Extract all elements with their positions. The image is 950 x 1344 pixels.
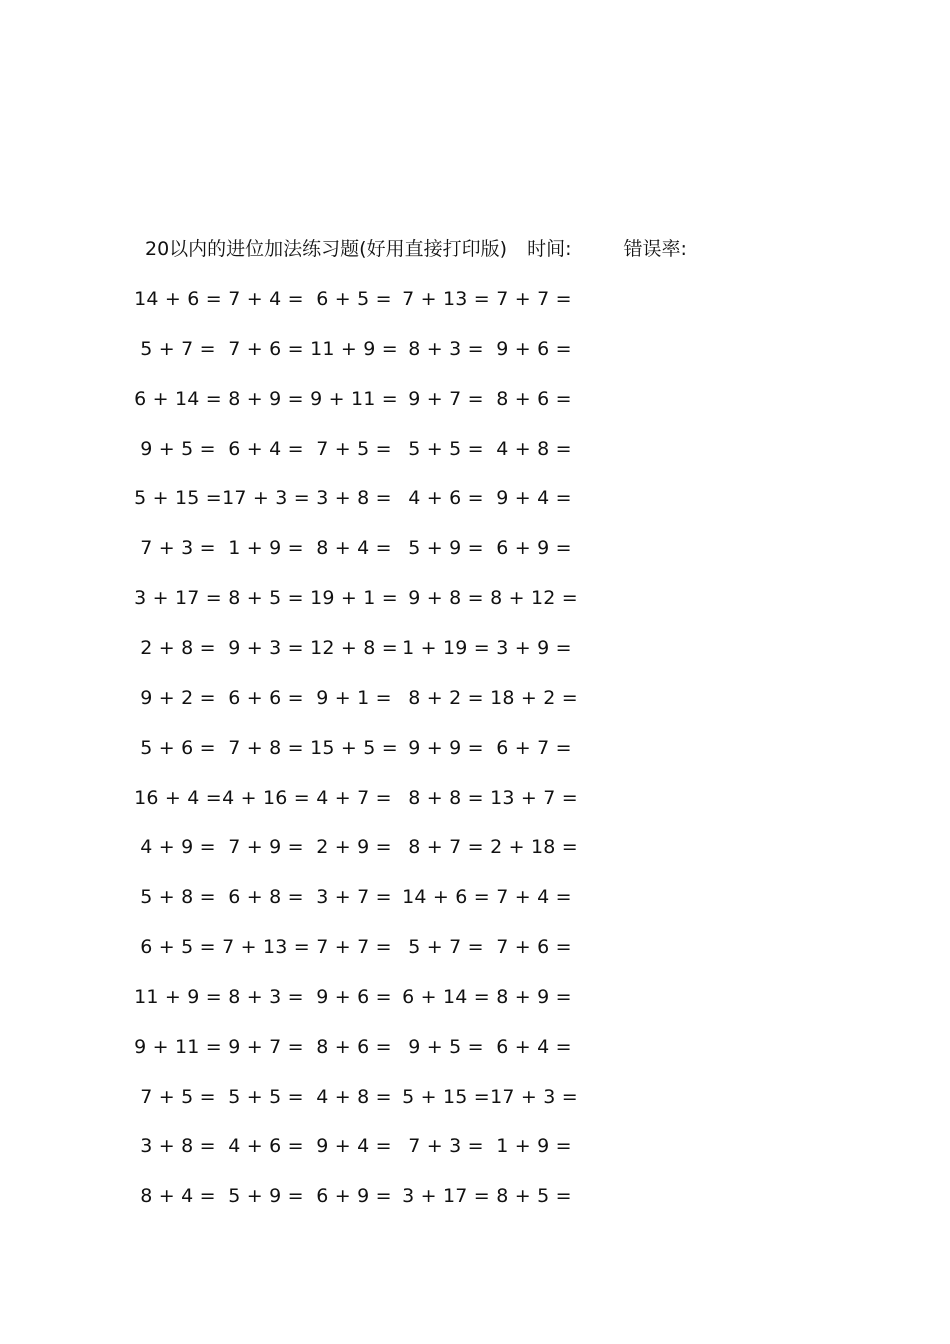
addition-problem: 2 + 18 = bbox=[490, 836, 578, 858]
addition-problem: 6 + 6 = bbox=[228, 687, 304, 709]
addition-problem: 6 + 9 = bbox=[496, 537, 572, 559]
addition-problem: 9 + 6 = bbox=[316, 986, 392, 1008]
addition-problem: 9 + 7 = bbox=[408, 388, 484, 410]
addition-problem: 7 + 6 = bbox=[496, 936, 572, 958]
problem-row bbox=[0, 684, 950, 712]
problem-row bbox=[0, 784, 950, 812]
problem-row bbox=[0, 983, 950, 1011]
problem-row bbox=[0, 634, 950, 662]
addition-problem: 9 + 7 = bbox=[228, 1036, 304, 1058]
addition-problem: 1 + 19 = bbox=[402, 637, 490, 659]
addition-problem: 9 + 9 = bbox=[408, 737, 484, 759]
error-rate-label: 错误率: bbox=[623, 238, 687, 260]
addition-problem: 9 + 5 = bbox=[408, 1036, 484, 1058]
addition-problem: 8 + 4 = bbox=[316, 537, 392, 559]
addition-problem: 7 + 5 = bbox=[140, 1086, 216, 1108]
addition-problem: 6 + 5 = bbox=[316, 288, 392, 310]
addition-problem: 6 + 4 = bbox=[228, 438, 304, 460]
addition-problem: 15 + 5 = bbox=[310, 737, 398, 759]
addition-problem: 4 + 9 = bbox=[140, 836, 216, 858]
addition-problem: 5 + 9 = bbox=[228, 1185, 304, 1207]
addition-problem: 3 + 17 = bbox=[402, 1185, 490, 1207]
addition-problem: 14 + 6 = bbox=[402, 886, 490, 908]
addition-problem: 6 + 8 = bbox=[228, 886, 304, 908]
addition-problem: 14 + 6 = bbox=[134, 288, 222, 310]
addition-problem: 7 + 6 = bbox=[228, 338, 304, 360]
addition-problem: 9 + 8 = bbox=[408, 587, 484, 609]
addition-problem: 19 + 1 = bbox=[310, 587, 398, 609]
addition-problem: 3 + 8 = bbox=[316, 487, 392, 509]
addition-problem: 8 + 12 = bbox=[490, 587, 578, 609]
addition-problem: 7 + 13 = bbox=[402, 288, 490, 310]
addition-problem: 9 + 11 = bbox=[310, 388, 398, 410]
addition-problem: 7 + 4 = bbox=[228, 288, 304, 310]
addition-problem: 5 + 15 = bbox=[134, 487, 222, 509]
addition-problem: 17 + 3 = bbox=[222, 487, 310, 509]
addition-problem: 7 + 7 = bbox=[316, 936, 392, 958]
addition-problem: 3 + 7 = bbox=[316, 886, 392, 908]
addition-problem: 8 + 5 = bbox=[228, 587, 304, 609]
addition-problem: 7 + 13 = bbox=[222, 936, 310, 958]
problem-row bbox=[0, 285, 950, 313]
problem-row bbox=[0, 435, 950, 463]
addition-problem: 4 + 6 = bbox=[228, 1135, 304, 1157]
addition-problem: 3 + 17 = bbox=[134, 587, 222, 609]
addition-problem: 5 + 6 = bbox=[140, 737, 216, 759]
addition-problem: 4 + 7 = bbox=[316, 787, 392, 809]
addition-problem: 11 + 9 = bbox=[134, 986, 222, 1008]
addition-problem: 7 + 9 = bbox=[228, 836, 304, 858]
problem-row bbox=[0, 1132, 950, 1160]
addition-problem: 8 + 2 = bbox=[408, 687, 484, 709]
addition-problem: 6 + 14 = bbox=[134, 388, 222, 410]
problem-row bbox=[0, 883, 950, 911]
addition-problem: 17 + 3 = bbox=[490, 1086, 578, 1108]
addition-problem: 8 + 9 = bbox=[496, 986, 572, 1008]
problem-row bbox=[0, 484, 950, 512]
addition-problem: 5 + 5 = bbox=[228, 1086, 304, 1108]
problem-row bbox=[0, 734, 950, 762]
addition-problem: 9 + 1 = bbox=[316, 687, 392, 709]
addition-problem: 7 + 4 = bbox=[496, 886, 572, 908]
addition-problem: 8 + 9 = bbox=[228, 388, 304, 410]
addition-problem: 16 + 4 = bbox=[134, 787, 222, 809]
addition-problem: 9 + 4 = bbox=[316, 1135, 392, 1157]
problem-row bbox=[0, 933, 950, 961]
addition-problem: 8 + 3 = bbox=[408, 338, 484, 360]
addition-problem: 9 + 3 = bbox=[228, 637, 304, 659]
problem-row bbox=[0, 385, 950, 413]
addition-problem: 7 + 7 = bbox=[496, 288, 572, 310]
addition-problem: 8 + 3 = bbox=[228, 986, 304, 1008]
time-label: 时间: bbox=[527, 238, 572, 260]
addition-problem: 9 + 6 = bbox=[496, 338, 572, 360]
problem-row bbox=[0, 534, 950, 562]
addition-problem: 12 + 8 = bbox=[310, 637, 398, 659]
addition-problem: 7 + 8 = bbox=[228, 737, 304, 759]
addition-problem: 8 + 8 = bbox=[408, 787, 484, 809]
problem-row bbox=[0, 1182, 950, 1210]
addition-problem: 1 + 9 = bbox=[496, 1135, 572, 1157]
addition-problem: 4 + 8 = bbox=[316, 1086, 392, 1108]
addition-problem: 7 + 5 = bbox=[316, 438, 392, 460]
addition-problem: 3 + 8 = bbox=[140, 1135, 216, 1157]
addition-problem: 6 + 9 = bbox=[316, 1185, 392, 1207]
addition-problem: 4 + 8 = bbox=[496, 438, 572, 460]
addition-problem: 11 + 9 = bbox=[310, 338, 398, 360]
addition-problem: 7 + 3 = bbox=[408, 1135, 484, 1157]
addition-problem: 8 + 7 = bbox=[408, 836, 484, 858]
addition-problem: 8 + 4 = bbox=[140, 1185, 216, 1207]
addition-problem: 6 + 14 = bbox=[402, 986, 490, 1008]
problem-row bbox=[0, 335, 950, 363]
addition-problem: 9 + 4 = bbox=[496, 487, 572, 509]
addition-problem: 4 + 6 = bbox=[408, 487, 484, 509]
addition-problem: 6 + 5 = bbox=[140, 936, 216, 958]
problem-row bbox=[0, 833, 950, 861]
addition-problem: 5 + 7 = bbox=[140, 338, 216, 360]
addition-problem: 9 + 11 = bbox=[134, 1036, 222, 1058]
addition-problem: 9 + 5 = bbox=[140, 438, 216, 460]
addition-problem: 18 + 2 = bbox=[490, 687, 578, 709]
addition-problem: 13 + 7 = bbox=[490, 787, 578, 809]
addition-problem: 1 + 9 = bbox=[228, 537, 304, 559]
addition-problem: 7 + 3 = bbox=[140, 537, 216, 559]
addition-problem: 5 + 8 = bbox=[140, 886, 216, 908]
addition-problem: 5 + 9 = bbox=[408, 537, 484, 559]
addition-problem: 8 + 5 = bbox=[496, 1185, 572, 1207]
addition-problem: 5 + 15 = bbox=[402, 1086, 490, 1108]
addition-problem: 8 + 6 = bbox=[316, 1036, 392, 1058]
addition-problem: 6 + 7 = bbox=[496, 737, 572, 759]
addition-problem: 8 + 6 = bbox=[496, 388, 572, 410]
addition-problem: 4 + 16 = bbox=[222, 787, 310, 809]
addition-problem: 5 + 7 = bbox=[408, 936, 484, 958]
addition-problem: 2 + 9 = bbox=[316, 836, 392, 858]
addition-problem: 9 + 2 = bbox=[140, 687, 216, 709]
addition-problem: 2 + 8 = bbox=[140, 637, 216, 659]
problem-row bbox=[0, 1033, 950, 1061]
addition-problem: 3 + 9 = bbox=[496, 637, 572, 659]
problem-row bbox=[0, 584, 950, 612]
addition-problem: 5 + 5 = bbox=[408, 438, 484, 460]
addition-problem: 6 + 4 = bbox=[496, 1036, 572, 1058]
page-title: 20以内的进位加法练习题(好用直接打印版) bbox=[145, 238, 508, 260]
problem-row bbox=[0, 1083, 950, 1111]
